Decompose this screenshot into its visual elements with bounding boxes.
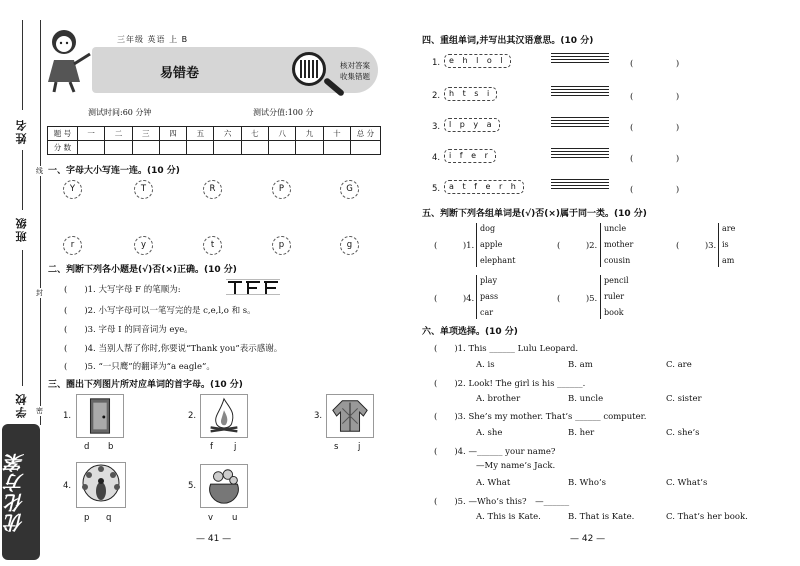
word-group-2 <box>600 223 633 267</box>
choice-letter[interactable]: v <box>208 513 214 523</box>
upper-letter[interactable]: Y <box>63 180 82 199</box>
group-word: ruler <box>604 292 625 301</box>
score-head-cell: 五 <box>187 127 214 141</box>
word-group-1 <box>476 223 515 267</box>
score-row-label: 分 数 <box>48 141 78 155</box>
word-number: 5. <box>432 184 441 194</box>
word-group-3 <box>718 223 735 267</box>
word-number: 4. <box>432 153 441 163</box>
school-line <box>22 250 23 386</box>
lower-letter[interactable]: p <box>272 236 291 255</box>
word-number: 1. <box>432 58 441 68</box>
judge-item-5: ( )5. “一只鹰”的翻译为“a eagle”。 <box>64 362 215 372</box>
mc-stem: ( )5. —Who’s this? —______ <box>434 497 570 507</box>
section6-title: 六、单项选择。(10 分) <box>422 327 518 337</box>
qr-caption-line1: 核对答案 <box>340 61 370 70</box>
mc-option[interactable]: A. is <box>476 360 495 370</box>
group-label[interactable]: ( )5. <box>557 294 598 304</box>
group-word: uncle <box>604 224 627 233</box>
group-word: is <box>722 240 729 249</box>
vase-icon <box>200 464 248 508</box>
page-number-left: — 41 — <box>196 534 232 544</box>
door-icon <box>76 394 124 438</box>
score-cell[interactable] <box>241 141 268 155</box>
score-cell[interactable] <box>269 141 296 155</box>
mc-option[interactable]: B. Who’s <box>568 478 607 488</box>
mc-option[interactable]: B. am <box>568 360 593 370</box>
peacock-icon <box>76 462 126 508</box>
group-label[interactable]: ( )4. <box>434 294 475 304</box>
score-cell[interactable] <box>105 141 132 155</box>
score-head-cell: 总 分 <box>351 127 381 141</box>
group-word: am <box>722 256 735 265</box>
group-word: pass <box>480 292 499 301</box>
group-word: apple <box>480 240 503 249</box>
score-cell[interactable] <box>78 141 105 155</box>
score-cell[interactable] <box>351 141 381 155</box>
grade-subject: 三年级 英语 上 B <box>117 35 189 44</box>
jacket-icon <box>326 394 374 438</box>
group-word: elephant <box>480 256 516 265</box>
word-group-5 <box>600 275 629 319</box>
mc-option[interactable]: C. What’s <box>666 478 708 488</box>
score-head-cell: 七 <box>241 127 268 141</box>
score-cell[interactable] <box>296 141 323 155</box>
qr-caption <box>340 60 370 82</box>
class-line <box>22 150 23 210</box>
group-word: pencil <box>604 276 629 285</box>
score-cell[interactable] <box>132 141 159 155</box>
group-word: book <box>604 308 624 317</box>
judge-item-2: ( )2. 小写字母可以一笔写完的是 c,e,l,o 和 s。 <box>64 306 256 316</box>
name-line <box>22 20 23 110</box>
score-head-cell: 八 <box>269 127 296 141</box>
picture-number: 1. <box>63 411 72 421</box>
choice-letter[interactable]: s <box>334 442 339 452</box>
scrambled-letters: a t f e r h <box>444 180 524 194</box>
score-head-cell: 九 <box>296 127 323 141</box>
meaning-blank[interactable]: ( ) <box>630 185 680 195</box>
seal-feng: 封 <box>36 289 43 297</box>
test-time: 测试时间:60 分钟 <box>88 108 152 117</box>
choice-letter[interactable]: d <box>84 442 90 452</box>
choice-letter[interactable]: p <box>84 513 90 523</box>
lower-letter[interactable]: y <box>134 236 153 255</box>
choice-letter[interactable]: b <box>108 442 114 452</box>
upper-letter[interactable]: T <box>134 180 153 199</box>
school-label: 学校 <box>15 392 28 418</box>
group-word: play <box>480 276 497 285</box>
score-head-cell: 六 <box>214 127 241 141</box>
section1-title: 一、字母大小写连一连。(10 分) <box>48 166 180 176</box>
word-group-4 <box>476 275 498 319</box>
scrambled-letters: h t s i <box>444 87 497 101</box>
mc-option[interactable]: A. brother <box>476 394 521 404</box>
scrambled-letters: l p y a <box>444 118 500 132</box>
group-word: dog <box>480 224 496 233</box>
mc-option[interactable]: C. That’s her book. <box>666 512 748 522</box>
section5-title: 五、判断下列各组单词是(√)否(×)属于同一类。(10 分) <box>422 209 647 219</box>
mc-stem-line2: —My name’s Jack. <box>476 461 556 471</box>
fire-icon <box>200 394 248 438</box>
meaning-blank[interactable]: ( ) <box>630 154 680 164</box>
mc-option[interactable]: B. uncle <box>568 394 604 404</box>
picture-number: 2. <box>188 411 197 421</box>
meaning-blank[interactable]: ( ) <box>630 92 680 102</box>
judge-item-4: ( )4. 当别人帮了你时,你要说“Thank you”表示感谢。 <box>64 344 283 354</box>
name-label: 姓名 <box>15 118 28 144</box>
class-label: 班级 <box>15 216 28 242</box>
mc-stem: ( )1. This ______ Lulu Leopard. <box>434 344 579 354</box>
judge-item-3: ( )3. 字母 I 的同音词为 eye。 <box>64 325 193 335</box>
lower-letter[interactable]: t <box>203 236 222 255</box>
score-head-cell: 二 <box>105 127 132 141</box>
answer-lines[interactable] <box>551 86 609 98</box>
picture-number: 5. <box>188 481 197 491</box>
picture-number: 3. <box>314 411 323 421</box>
qr-code-icon <box>292 52 326 86</box>
seal-mi: 密 <box>36 407 43 415</box>
score-cell[interactable] <box>323 141 350 155</box>
mc-stem: ( )3. She’s my mother. That’s ______ computer. <box>434 412 647 422</box>
group-word: car <box>480 308 494 317</box>
stroke-order-figure <box>226 279 280 295</box>
mc-option[interactable]: A. This is Kate. <box>476 512 541 522</box>
group-label[interactable]: ( )2. <box>557 241 598 251</box>
upper-letter[interactable]: P <box>272 180 291 199</box>
mc-stem: ( )2. Look! The girl is his ______. <box>434 379 586 389</box>
choice-letter[interactable]: j <box>358 442 361 452</box>
word-number: 2. <box>432 91 441 101</box>
picture-number: 4. <box>63 481 72 491</box>
lower-letter[interactable]: g <box>340 236 359 255</box>
score-head-cell: 题 号 <box>48 127 78 141</box>
score-head-cell: 四 <box>159 127 186 141</box>
mc-option[interactable]: C. are <box>666 360 692 370</box>
choice-letter[interactable]: q <box>106 513 112 523</box>
choice-letter[interactable]: j <box>234 442 237 452</box>
lower-letter[interactable]: r <box>63 236 82 255</box>
judge-item-1: ( )1. 大写字母 F 的笔顺为: <box>64 285 181 295</box>
mc-option[interactable]: A. What <box>476 478 511 488</box>
qr-caption-line2: 收集错题 <box>340 72 370 81</box>
section3-title: 三、圈出下列图片所对应单词的首字母。(10 分) <box>48 380 243 390</box>
group-word: mother <box>604 240 634 249</box>
upper-letter[interactable]: R <box>203 180 222 199</box>
section4-title: 四、重组单词,并写出其汉语意思。(10 分) <box>422 36 594 46</box>
score-cell[interactable] <box>214 141 241 155</box>
scrambled-letters: e h l o l <box>444 54 511 68</box>
word-number: 3. <box>432 122 441 132</box>
mc-stem: ( )4. —______ your name? <box>434 447 556 457</box>
mc-option[interactable]: B. her <box>568 428 595 438</box>
score-head-cell: 十 <box>323 127 350 141</box>
mc-option[interactable]: B. That is Kate. <box>568 512 635 522</box>
group-word: are <box>722 224 736 233</box>
score-head-cell: 三 <box>132 127 159 141</box>
score-table <box>47 126 381 155</box>
answer-lines[interactable] <box>551 53 609 65</box>
upper-letter[interactable]: G <box>340 180 359 199</box>
section2-title: 二、判断下列各小题是(√)否(×)正确。(10 分) <box>48 265 237 275</box>
score-cell[interactable] <box>159 141 186 155</box>
choice-letter[interactable]: u <box>232 513 238 523</box>
group-word: cousin <box>604 256 631 265</box>
answer-lines[interactable] <box>551 179 609 191</box>
score-table-head-row <box>48 127 381 141</box>
answer-lines[interactable] <box>551 148 609 160</box>
scrambled-letters: i f e r <box>444 149 496 163</box>
brand-logo: 优化方案 <box>2 424 40 560</box>
page-number-right: — 42 — <box>570 534 606 544</box>
mc-option[interactable]: C. sister <box>666 394 702 404</box>
meaning-blank[interactable]: ( ) <box>630 123 680 133</box>
mc-option[interactable]: C. she’s <box>666 428 700 438</box>
group-label[interactable]: ( )3. <box>676 241 717 251</box>
test-score: 测试分值:100 分 <box>253 108 314 117</box>
seal-xian: 线 <box>36 167 43 175</box>
girl-mascot-icon <box>40 24 96 94</box>
answer-lines[interactable] <box>551 117 609 129</box>
paper-title: 易错卷 <box>160 66 200 81</box>
score-cell[interactable] <box>187 141 214 155</box>
group-label[interactable]: ( )1. <box>434 241 475 251</box>
choice-letter[interactable]: f <box>210 442 213 452</box>
score-table-value-row <box>48 141 381 155</box>
meaning-blank[interactable]: ( ) <box>630 59 680 69</box>
score-head-cell: 一 <box>78 127 105 141</box>
mc-option[interactable]: A. she <box>476 428 503 438</box>
